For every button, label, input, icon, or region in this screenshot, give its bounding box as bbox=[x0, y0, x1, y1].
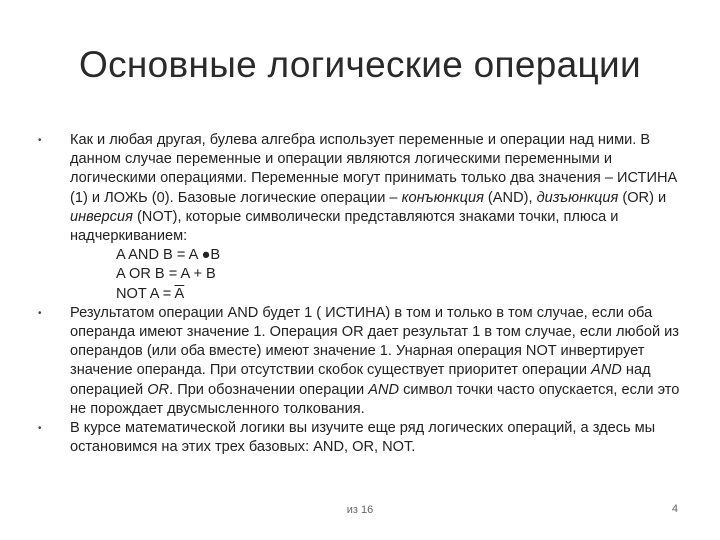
text-segment: символ точки часто опускается, если это не порождает двусмысленного толкования. bbox=[70, 381, 680, 417]
bullet2-text bbox=[70, 305, 679, 417]
term-disjunction: дизъюнкция bbox=[536, 189, 619, 206]
slide-content bbox=[38, 131, 690, 457]
bullet-item-2 bbox=[38, 304, 690, 419]
bullet-icon: • bbox=[38, 423, 42, 435]
text-segment: Результатом операции AND будет 1 ( ИСТИНА) в том и только в том случае, если оба операнда имеют значение 1. Операция OR дает результат 1 в том случае, если любой из операндов (или оба вместе) имеют значение 1. Унарная операция NOT инвертирует значение операнда. При отсутствии скобок существует приоритет операции bbox=[70, 304, 679, 379]
footer-total-slides: из 16 bbox=[346, 504, 374, 516]
formula-or: A OR B = A + B bbox=[116, 266, 216, 283]
bullet1-text bbox=[70, 132, 677, 244]
term-or: OR bbox=[147, 381, 170, 398]
text-segment: Как и любая другая, булева алгебра использует переменные и операции над ними. В данном случае переменные и операции являются логическими переменными и логическими операциями. Переменные могут принимать только два значения – ИСТИНА (1) и ЛОЖЬ (0). Базовые логические операции – bbox=[70, 132, 678, 206]
text-segment: (OR) и bbox=[618, 189, 667, 206]
term-inversion: инверсия bbox=[70, 208, 133, 225]
formula-not bbox=[116, 285, 690, 304]
bullet3-text: В курсе математической логики вы изучите еще ряд логических операций, а здесь мы остановимся на этих трех базовых: AND, OR, NOT. bbox=[70, 420, 656, 456]
text-segment: (AND), bbox=[483, 189, 537, 206]
bullet-icon: • bbox=[38, 135, 42, 146]
bullet-icon: • bbox=[38, 307, 42, 319]
term-and: AND bbox=[368, 381, 400, 398]
formula-not-left: NOT A = bbox=[116, 285, 175, 302]
text-segment: . При обозначении операции bbox=[169, 381, 369, 398]
formula-and: A AND B = A ●B bbox=[116, 247, 221, 264]
term-and: AND bbox=[591, 362, 622, 379]
slide-title: Основные логические операции bbox=[79, 44, 641, 85]
text-segment: (NOT), которые символически представляются знаками точки, плюса и надчеркиванием: bbox=[70, 208, 619, 245]
text-segment: над операцией bbox=[70, 362, 651, 398]
formula-not-overbar: $\overline{A}$ bbox=[174, 285, 185, 302]
bullet-item-1 bbox=[38, 131, 690, 304]
formula-block bbox=[70, 246, 690, 304]
footer-page-number: 4 bbox=[671, 503, 678, 515]
term-conjunction: конъюнкция bbox=[401, 189, 484, 206]
bullet-item-3 bbox=[38, 419, 690, 457]
